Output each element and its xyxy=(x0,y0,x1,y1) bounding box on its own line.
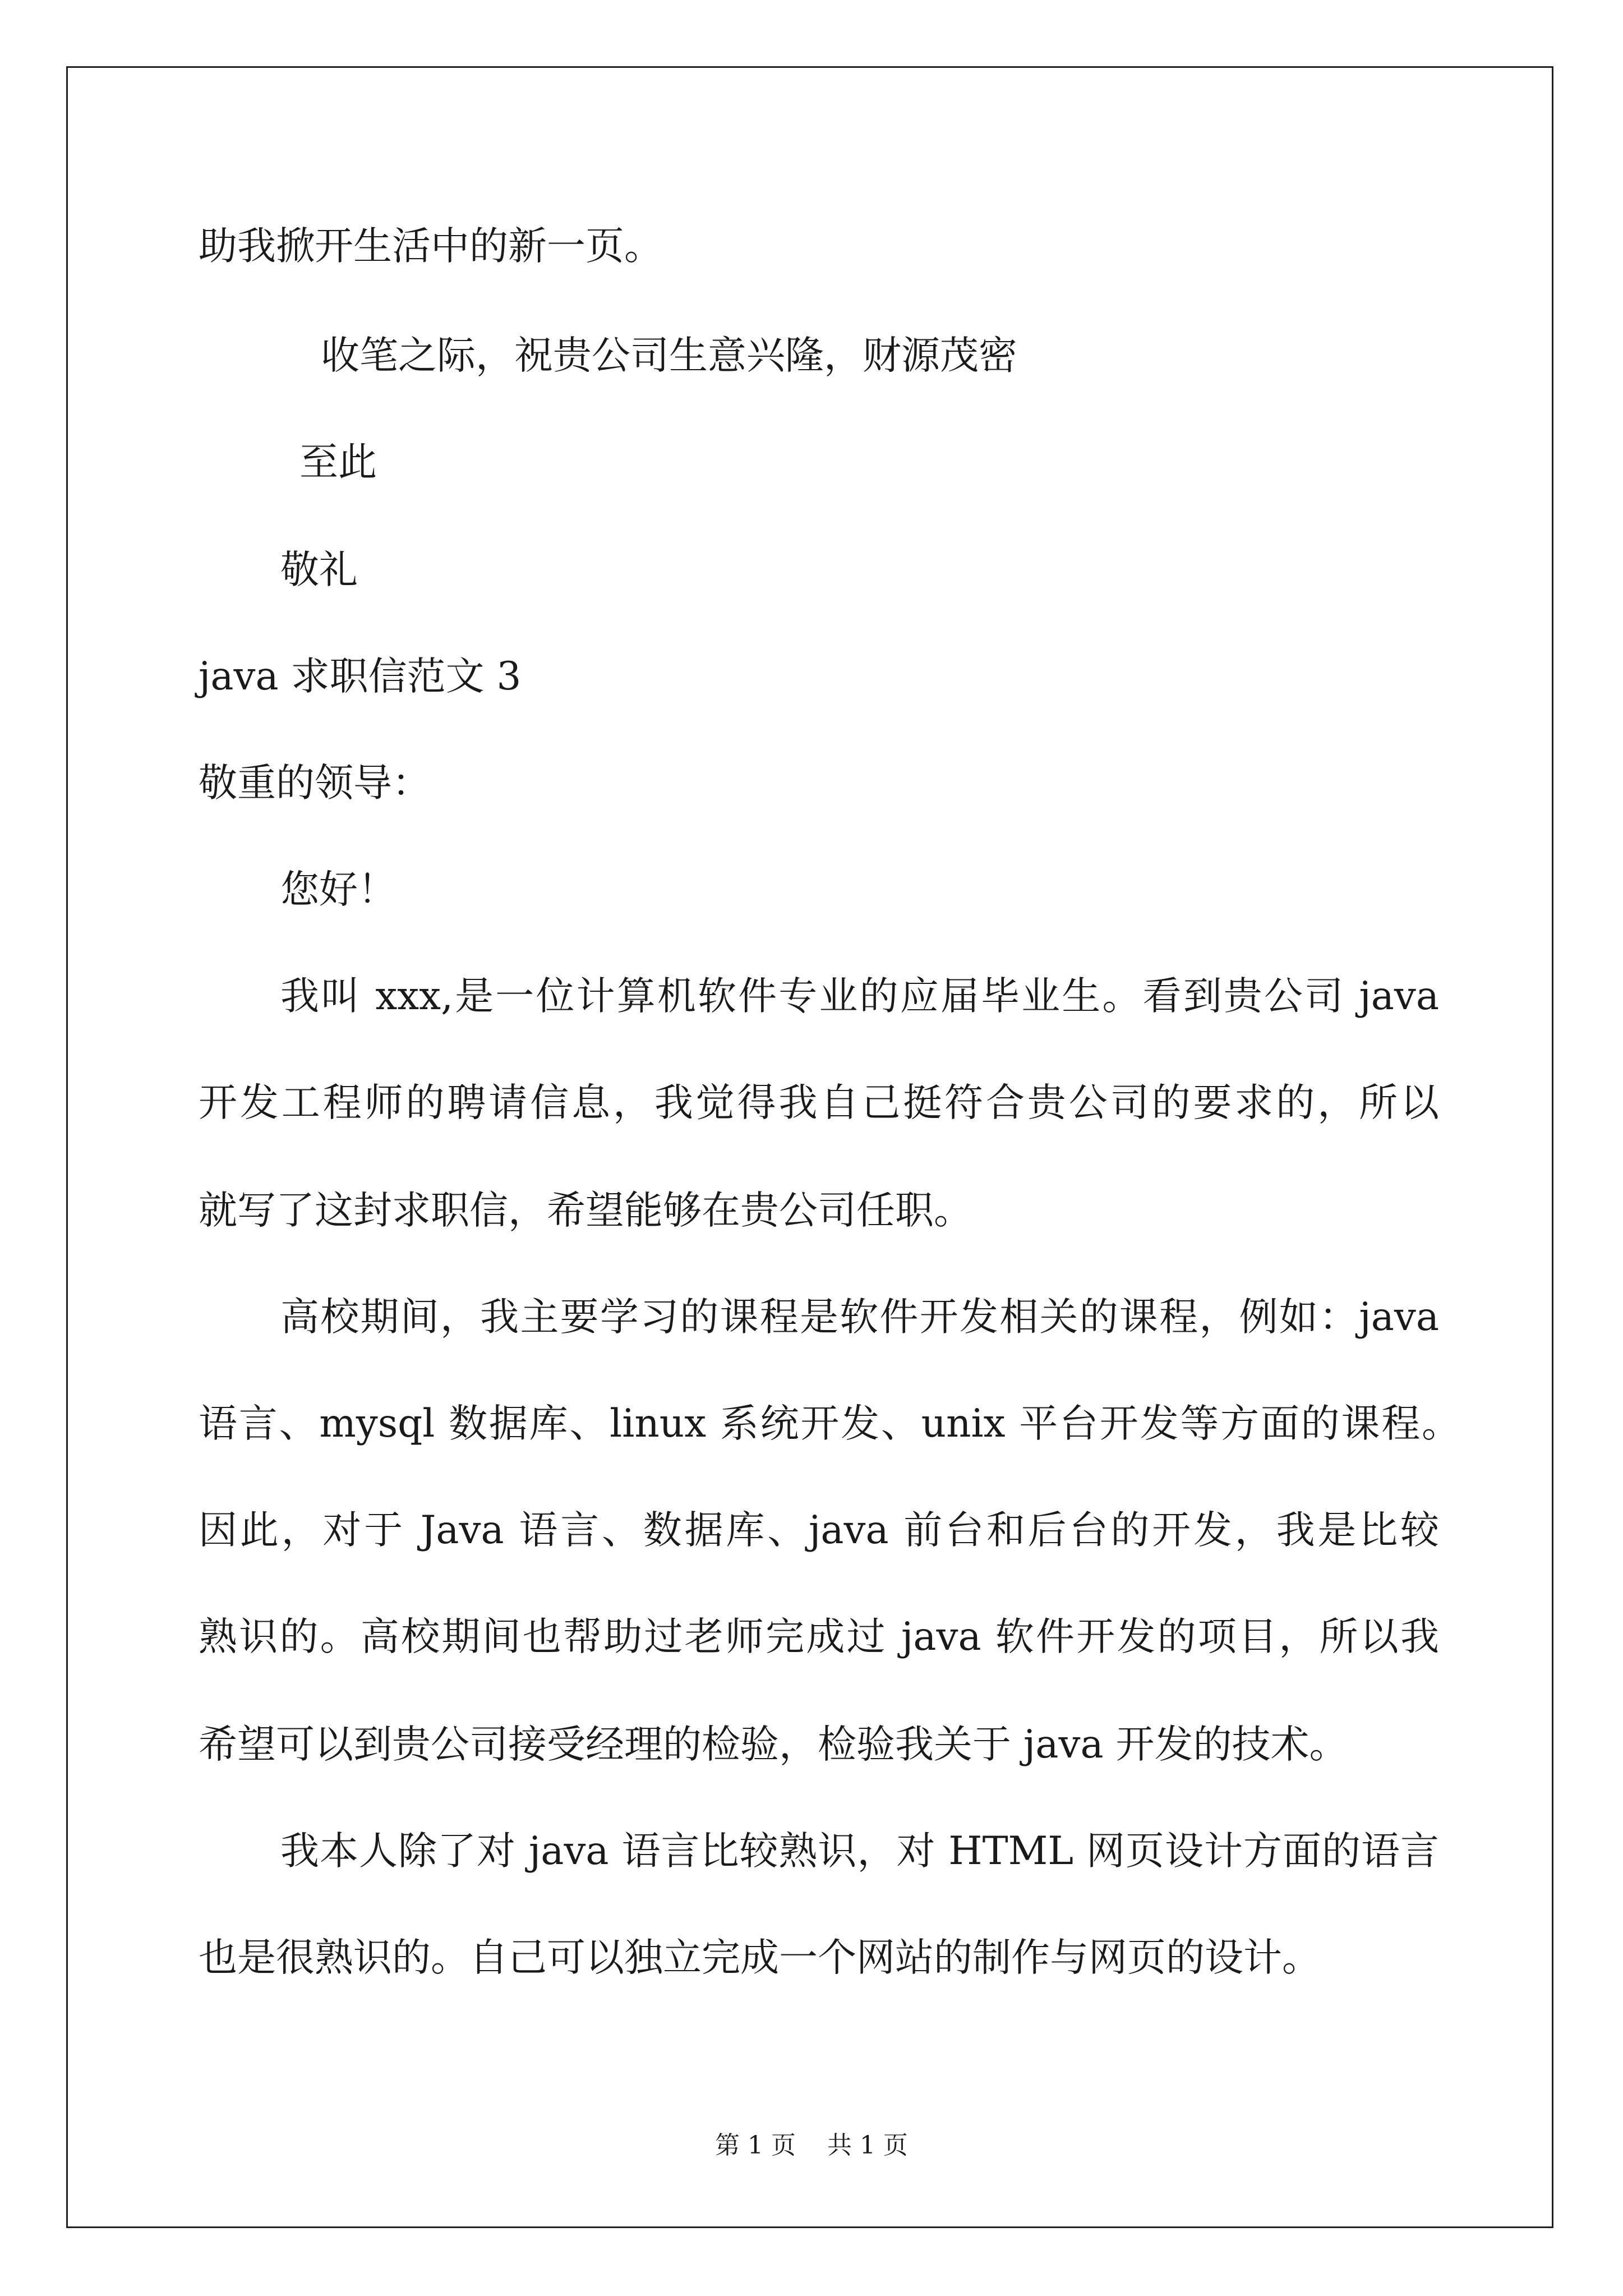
paragraph-line: 语言、mysql 数据库、linux 系统开发、unix 平台开发等方面的课程。 xyxy=(199,1401,1460,1446)
paragraph-line: 也是很熟识的。自己可以独立完成一个网站的制作与网页的设计。 xyxy=(199,1935,1321,1980)
page-border xyxy=(66,66,1553,2228)
paragraph-line: 敬礼 xyxy=(280,547,358,592)
page-number-footer: 第 1 页 共 1 页 xyxy=(715,2131,908,2160)
paragraph-line: 开发工程师的聘请信息，我觉得我自己挺符合贵公司的要求的，所以 xyxy=(199,1080,1439,1125)
paragraph-line: 我叫 xxx,是一位计算机软件专业的应届毕业生。看到贵公司 java xyxy=(280,974,1439,1019)
section-heading: java 求职信范文 3 xyxy=(199,654,522,699)
paragraph-line: 我本人除了对 java 语言比较熟识，对 HTML 网页设计方面的语言 xyxy=(280,1829,1439,1874)
paragraph-line: 希望可以到贵公司接受经理的检验，检验我关于 java 开发的技术。 xyxy=(199,1722,1348,1767)
paragraph-line: 助我掀开生活中的新一页。 xyxy=(199,224,663,269)
paragraph-line: 收笔之际，祝贵公司生意兴隆，财源茂密 xyxy=(321,333,1017,378)
paragraph-line: 因此，对于 Java 语言、数据库、java 前台和后台的开发，我是比较 xyxy=(199,1508,1439,1553)
paragraph-line: 高校期间，我主要学习的课程是软件开发相关的课程，例如：java xyxy=(280,1295,1439,1340)
paragraph-line: 至此 xyxy=(299,440,377,485)
paragraph-line: 熟识的。高校期间也帮助过老师完成过 java 软件开发的项目，所以我 xyxy=(199,1614,1439,1659)
paragraph-line: 就写了这封求职信，希望能够在贵公司任职。 xyxy=(199,1188,972,1233)
greeting: 您好！ xyxy=(280,867,396,912)
salutation: 敬重的领导： xyxy=(199,761,431,806)
